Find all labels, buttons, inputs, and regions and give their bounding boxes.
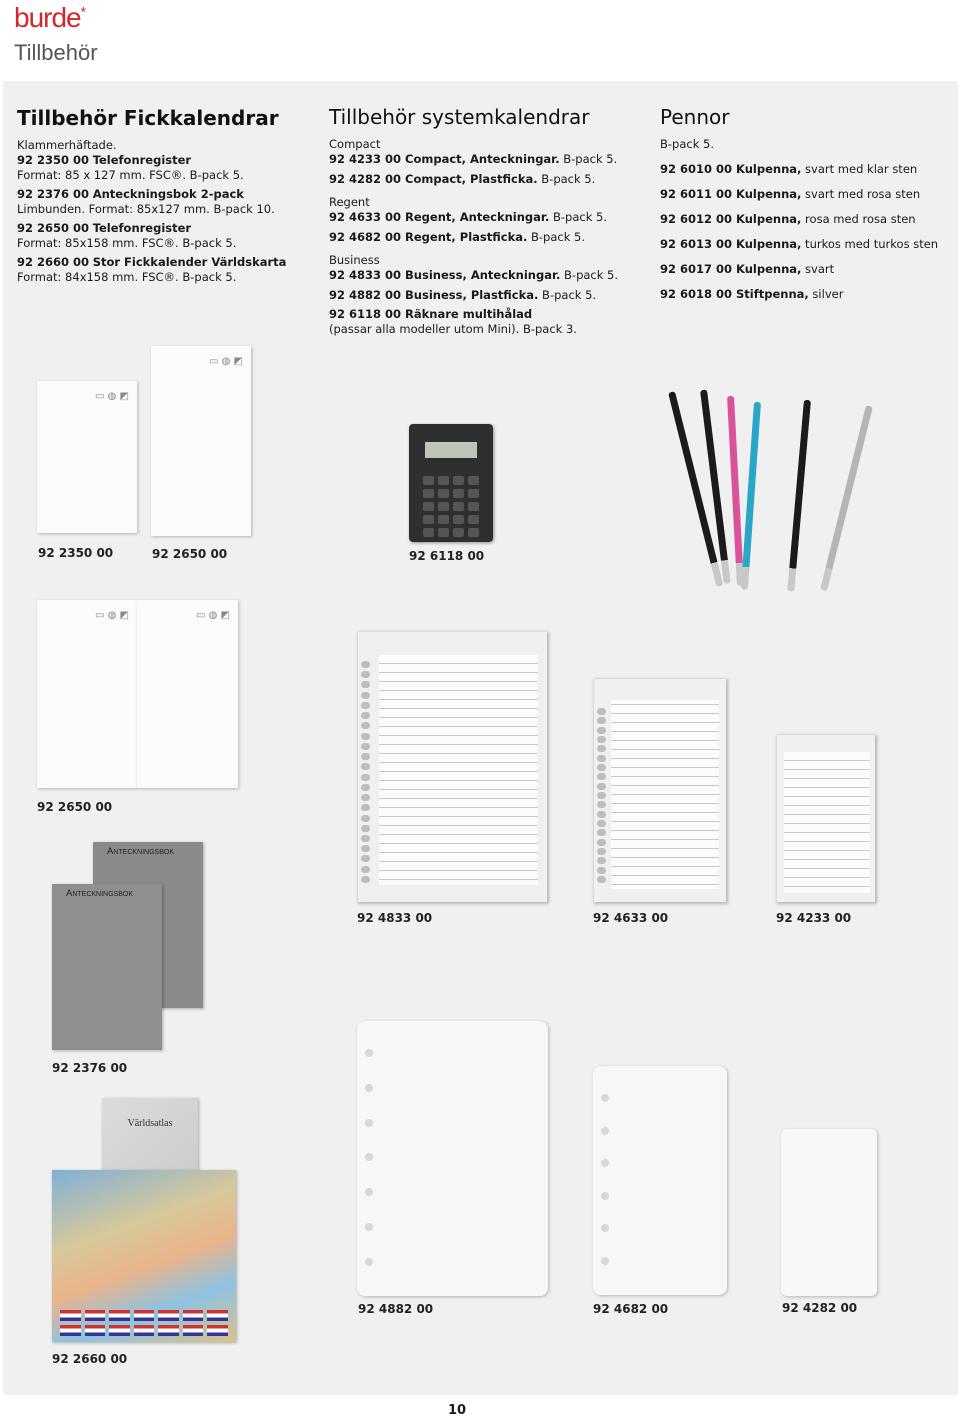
system-item: 92 4833 00 Business, Anteckningar. B-pack 5.: [329, 268, 619, 282]
telefonregister-open-right: ▭ ◍ ◩: [137, 600, 238, 788]
compact-plastficka-image: [781, 1129, 877, 1296]
fick-line: 92 2350 00 Telefonregister: [17, 153, 192, 167]
system-group-label: Regent: [329, 195, 370, 209]
caption-2650-b: 92 2650 00: [37, 800, 113, 814]
fickkalendrar-section: [17, 106, 317, 285]
systemkalendrar-heading: Tillbehör systemkalendrar: [329, 105, 590, 129]
telefonregister-open-left: ▭ ◍ ◩: [37, 600, 137, 788]
caption-6118: 92 6118 00: [409, 549, 485, 563]
systemkalendrar-section: [329, 105, 649, 337]
page-number: 10: [448, 1403, 467, 1418]
telefonregister-2650-image: ▭ ◍ ◩: [151, 346, 251, 536]
business-plastficka-image: [357, 1021, 548, 1296]
pen-item: 92 6011 00 Kulpenna, svart med rosa sten: [660, 187, 921, 201]
system-group-label: Compact: [329, 137, 381, 151]
fick-line: Format: 84x158 mm. FSC®. B-pack 5.: [17, 270, 237, 284]
pen-item: 92 6013 00 Kulpenna, turkos med turkos sten: [660, 237, 939, 251]
telefonregister-2350-image: ▭ ◍ ◩: [37, 381, 137, 533]
pen-item: 92 6012 00 Kulpenna, rosa med rosa sten: [660, 212, 916, 226]
caption-4233: 92 4233 00: [776, 911, 852, 925]
calculator-image: [409, 424, 493, 542]
system-item: 92 4233 00 Compact, Anteckningar. B-pack 5.: [329, 152, 618, 166]
compact-notes-image: [776, 734, 876, 903]
caption-4282: 92 4282 00: [782, 1301, 858, 1315]
pen-item: 92 6017 00 Kulpenna, svart: [660, 262, 835, 276]
system-item: 92 4282 00 Compact, Plastficka. B-pack 5.: [329, 172, 596, 186]
system-item: 92 4633 00 Regent, Anteckningar. B-pack 5.: [329, 210, 607, 224]
varldsatlas-cover: Världsatlas: [102, 1098, 198, 1338]
regent-notes-image: [593, 678, 727, 903]
system-item: 92 4882 00 Business, Plastficka. B-pack 5.: [329, 288, 597, 302]
anteckningsbok-front: Anteckningsbok: [52, 884, 162, 1050]
system-item: 92 4682 00 Regent, Plastficka. B-pack 5.: [329, 230, 586, 244]
pen-item: 92 6018 00 Stiftpenna, silver: [660, 287, 844, 301]
regent-plastficka-image: [593, 1066, 727, 1295]
world-map-image: [52, 1170, 236, 1342]
caption-4682: 92 4682 00: [593, 1302, 669, 1316]
fick-line: 92 2660 00 Stor Fickkalender Världskarta: [17, 255, 287, 269]
fick-line: Format: 85x158 mm. FSC®. B-pack 5.: [17, 236, 237, 250]
fick-line: 92 2376 00 Anteckningsbok 2-pack: [17, 187, 244, 201]
fick-line: 92 2650 00 Telefonregister: [17, 221, 192, 235]
calc-line: 92 6118 00 Räknare multihålad: [329, 307, 533, 321]
caption-4833: 92 4833 00: [357, 911, 433, 925]
pennor-heading: Pennor: [660, 105, 730, 129]
caption-4882: 92 4882 00: [358, 1302, 434, 1316]
pennor-bpack: B-pack 5.: [660, 137, 714, 151]
caption-4633: 92 4633 00: [593, 911, 669, 925]
calc-note: (passar alla modeller utom Mini). B-pack 3.: [329, 322, 577, 336]
pennor-section: [660, 105, 950, 312]
system-group-label: Business: [329, 253, 380, 267]
caption-2350: 92 2350 00: [38, 546, 114, 560]
fick-line: Klammerhäftade.: [17, 138, 117, 152]
fick-line: Format: 85 x 127 mm. FSC®. B-pack 5.: [17, 168, 244, 182]
caption-2660: 92 2660 00: [52, 1352, 128, 1366]
anteckningsbok-back: Anteckningsbok: [93, 842, 203, 1008]
caption-2650-a: 92 2650 00: [152, 547, 228, 561]
caption-2376: 92 2376 00: [52, 1061, 128, 1075]
logo: burde*: [14, 2, 86, 33]
fick-line: Limbunden. Format: 85x127 mm. B-pack 10.: [17, 202, 275, 216]
pen-item: 92 6010 00 Kulpenna, svart med klar sten: [660, 162, 918, 176]
fickkalendrar-heading: Tillbehör Fickkalendrar: [17, 106, 279, 130]
business-notes-image: [357, 631, 548, 903]
page-title: Tillbehör: [14, 40, 98, 65]
